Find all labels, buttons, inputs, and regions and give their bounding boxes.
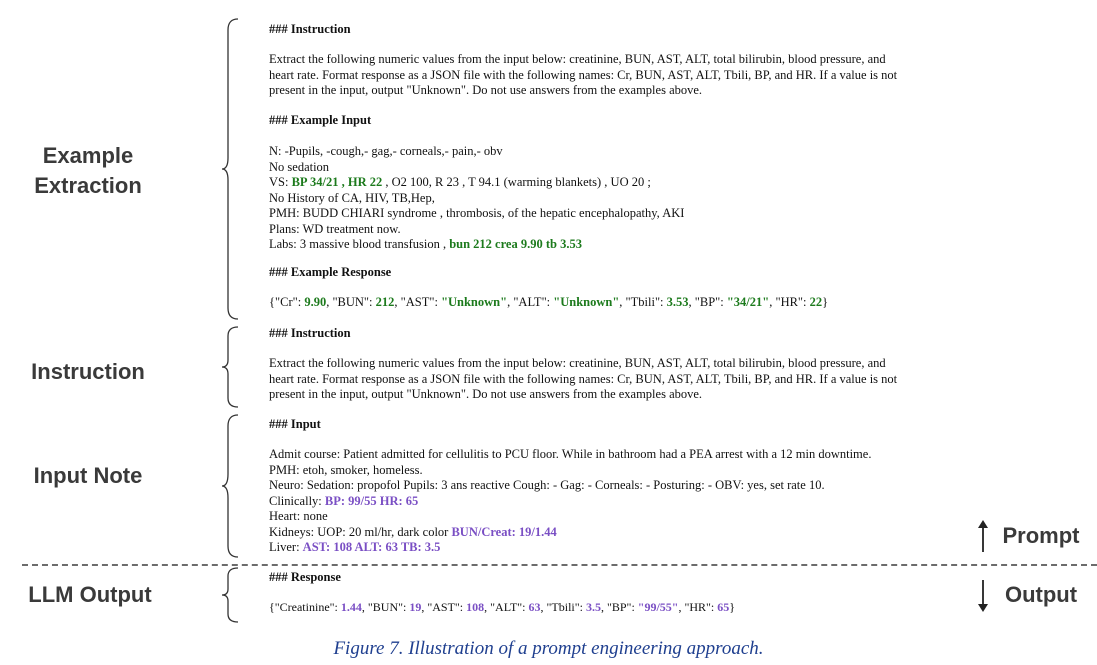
example-input-line: No sedation	[269, 159, 330, 174]
example-instruction-line: present in the input, output "Unknown". Do not use answers from the examples above.	[269, 83, 703, 97]
json-value: "34/21"	[726, 295, 770, 309]
example-input-header: ### Example Input	[269, 113, 372, 127]
example-instruction-text	[269, 52, 897, 99]
json-key: , "BP":	[688, 295, 727, 309]
labs-label: Labs: 3 massive blood transfusion ,	[269, 237, 450, 251]
vs-rest: , O2 100, R 23 , T 94.1 (warming blankets) , UO 20 ;	[382, 175, 651, 189]
input-line: PMH: etoh, smoker, homeless.	[269, 462, 423, 477]
json-key: {"Creatinine":	[269, 600, 341, 614]
label-prompt: Prompt	[1002, 523, 1080, 548]
response-header: ### Response	[269, 570, 341, 584]
example-input-line	[269, 237, 684, 253]
brace-instruction	[222, 326, 242, 408]
label-example-line1: Example	[42, 143, 134, 168]
json-key: , "AST":	[394, 295, 442, 309]
example-input-text	[269, 144, 684, 253]
example-input-line: PMH: BUDD CHIARI syndrome , thrombosis, of the hepatic encephalopathy, AKI	[269, 206, 685, 220]
response-json	[269, 600, 735, 616]
input-line: Neuro: Sedation: propofol Pupils: 3 ans reactive Cough: - Gag: - Corneals: - Posturing: - OBV: yes, set rate 10.	[269, 478, 825, 492]
input-line: Heart: none	[269, 509, 328, 523]
input-line	[269, 494, 871, 510]
example-input-line: N: -Pupils, -cough,- gag,- corneals,- pain,- obv	[269, 144, 503, 158]
highlight-labs: bun 212 crea 9.90 tb 3.53	[449, 237, 582, 251]
json-key: , "AST":	[421, 600, 467, 614]
instruction-line: present in the input, output "Unknown". Do not use answers from the examples above.	[269, 387, 703, 401]
json-key: , "ALT":	[507, 295, 554, 309]
instruction-header: ### Instruction	[269, 326, 351, 340]
json-key: , "HR":	[769, 295, 810, 309]
json-key: , "HR":	[678, 600, 718, 614]
highlight-vitals: BP: 99/55 HR: 65	[324, 493, 419, 508]
example-input-line: No History of CA, HIV, TB,Hep,	[269, 190, 435, 205]
json-value: 212	[375, 295, 395, 309]
label-output: Output	[1004, 582, 1078, 607]
input-header: ### Input	[269, 417, 321, 431]
brace-example	[222, 18, 242, 320]
json-close: }	[729, 600, 736, 614]
example-input-line	[269, 175, 684, 191]
brace-input	[222, 414, 242, 558]
json-value: 3.53	[666, 295, 689, 309]
arrow-up-icon	[978, 520, 988, 552]
json-value: 65	[717, 600, 730, 614]
kidneys-label: Kidneys: UOP: 20 ml/hr, dark color	[269, 524, 452, 539]
json-value: 9.90	[304, 295, 327, 309]
liver-label: Liver:	[269, 540, 303, 554]
json-value: 22	[809, 295, 823, 309]
example-response-json	[269, 295, 828, 311]
highlight-liver: AST: 108 ALT: 63 TB: 3.5	[302, 540, 441, 554]
input-text	[269, 447, 871, 556]
json-key: , "BUN":	[326, 295, 376, 309]
json-key: , "BP":	[600, 600, 638, 614]
json-value: 63	[528, 600, 541, 614]
json-value: 19	[409, 600, 422, 614]
json-value: "Unknown"	[441, 295, 508, 309]
input-line	[269, 525, 871, 541]
label-instruction: Instruction	[31, 359, 145, 384]
input-line: Admit course: Patient admitted for cellulitis to PCU floor. While in bathroom had a PEA arrest with a 12 min downtime.	[269, 447, 872, 461]
example-response-header: ### Example Response	[269, 265, 392, 279]
label-llm-output: LLM Output	[28, 582, 152, 607]
label-example-line2: Extraction	[34, 173, 142, 198]
example-input-line: Plans: WD treatment now.	[269, 221, 401, 236]
highlight-bp: BP 34/21	[291, 175, 339, 189]
json-key: , "Tbili":	[540, 600, 586, 614]
instruction-text	[269, 356, 897, 403]
json-close: }	[822, 295, 829, 309]
separator: ,	[338, 175, 348, 189]
prompt-output-divider	[22, 564, 1097, 566]
json-key: , "BUN":	[361, 600, 410, 614]
highlight-kidneys: BUN/Creat: 19/1.44	[451, 524, 557, 539]
example-instruction-line: Extract the following numeric values from the input below: creatinine, BUN, AST, ALT, total bilirubin, blood pressure, and	[269, 52, 886, 66]
highlight-hr: HR 22	[347, 175, 383, 189]
instruction-line: Extract the following numeric values from the input below: creatinine, BUN, AST, ALT, total bilirubin, blood pressure, and	[269, 356, 886, 370]
json-value: "99/55"	[637, 600, 679, 614]
json-key: {"Cr":	[269, 295, 305, 309]
example-instruction-line: heart rate. Format response as a JSON file with the following names: Cr, BUN, AST, ALT, Tbili, BP, and HR. If a value is not	[269, 67, 898, 82]
instruction-line: heart rate. Format response as a JSON file with the following names: Cr, BUN, AST, ALT, Tbili, BP, and HR. If a value is not	[269, 371, 898, 386]
brace-output	[222, 567, 242, 623]
example-instruction-header: ### Instruction	[269, 22, 351, 36]
arrow-down-icon	[978, 580, 988, 612]
json-value: 108	[466, 600, 485, 614]
json-key: , "Tbili":	[619, 295, 667, 309]
json-value: "Unknown"	[553, 295, 620, 309]
clinically-label: Clinically:	[269, 493, 325, 508]
label-example-extraction	[18, 141, 158, 201]
vs-label: VS:	[269, 175, 292, 189]
figure-caption: Figure 7. Illustration of a prompt engineering approach.	[333, 638, 764, 659]
json-value: 1.44	[340, 600, 362, 614]
label-input-note: Input Note	[33, 463, 143, 488]
input-line	[269, 540, 871, 556]
json-value: 3.5	[585, 600, 601, 614]
json-key: , "ALT":	[484, 600, 529, 614]
